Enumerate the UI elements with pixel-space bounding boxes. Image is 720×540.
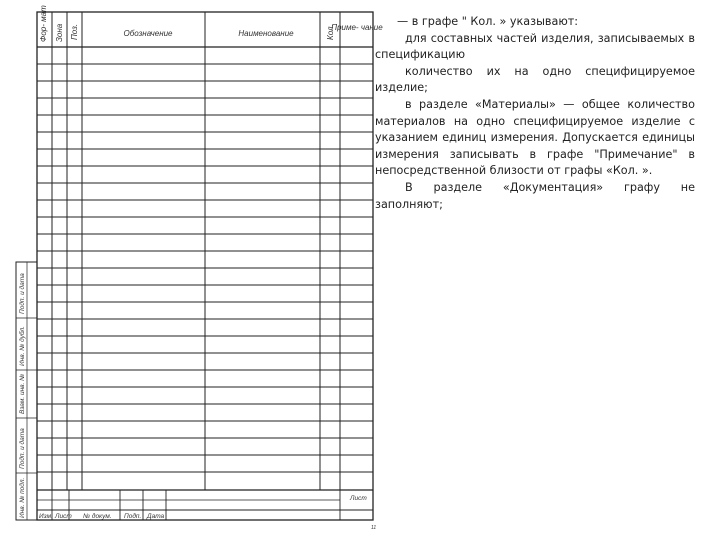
tb-list-label: Лист [55, 513, 72, 520]
tb-izm-label: Изм. [39, 513, 53, 520]
col-designation-label: Обозначение [123, 29, 173, 38]
col-pos-label: Поз. [70, 23, 79, 40]
side-inv-dubl-label: Инв. № дубл. [19, 326, 26, 366]
instruction-text [375, 14, 695, 213]
tb-sheet-label: Лист [350, 495, 367, 502]
tb-doc-no-label: № докум. [83, 513, 112, 520]
paragraph-kol: — в графе " Кол. » указывают: [397, 15, 579, 28]
tb-date-label: Дата [147, 513, 165, 520]
paragraph-components: для составных частей изделия, записываемых в спецификацию [375, 31, 695, 62]
paragraph-quantity: количество их на одно специфицируемое изделие; [375, 64, 695, 95]
col-format-label: Фор- мат [39, 5, 48, 42]
side-vzam-inv-label: Взам. инв. № [19, 373, 26, 414]
col-zone-label: Зона [55, 23, 64, 42]
side-inv-orig-label: Инв. № подл. [19, 477, 26, 518]
paragraph-documentation: В разделе «Документация» графу не заполняют; [375, 180, 695, 211]
col-qty-label: Кол. [326, 24, 335, 40]
side-sign-date-label: Подп. и дата [19, 273, 26, 314]
tb-sign-label: Подп. [124, 513, 142, 520]
paragraph-materials: в разделе «Материалы» — общее количество материалов на одно специфицируемое изделие с указанием единиц измерения. Допускается единицы измерения записывать в графе "Примечание" в непосредственной близости от графы «Кол. ». [375, 97, 695, 178]
col-note-label: Приме- чание [331, 23, 383, 32]
side-sign-date-2-label: Подп. и дата [19, 428, 26, 469]
col-name-label: Наименование [238, 29, 294, 38]
page-mark: 11 [371, 525, 377, 531]
